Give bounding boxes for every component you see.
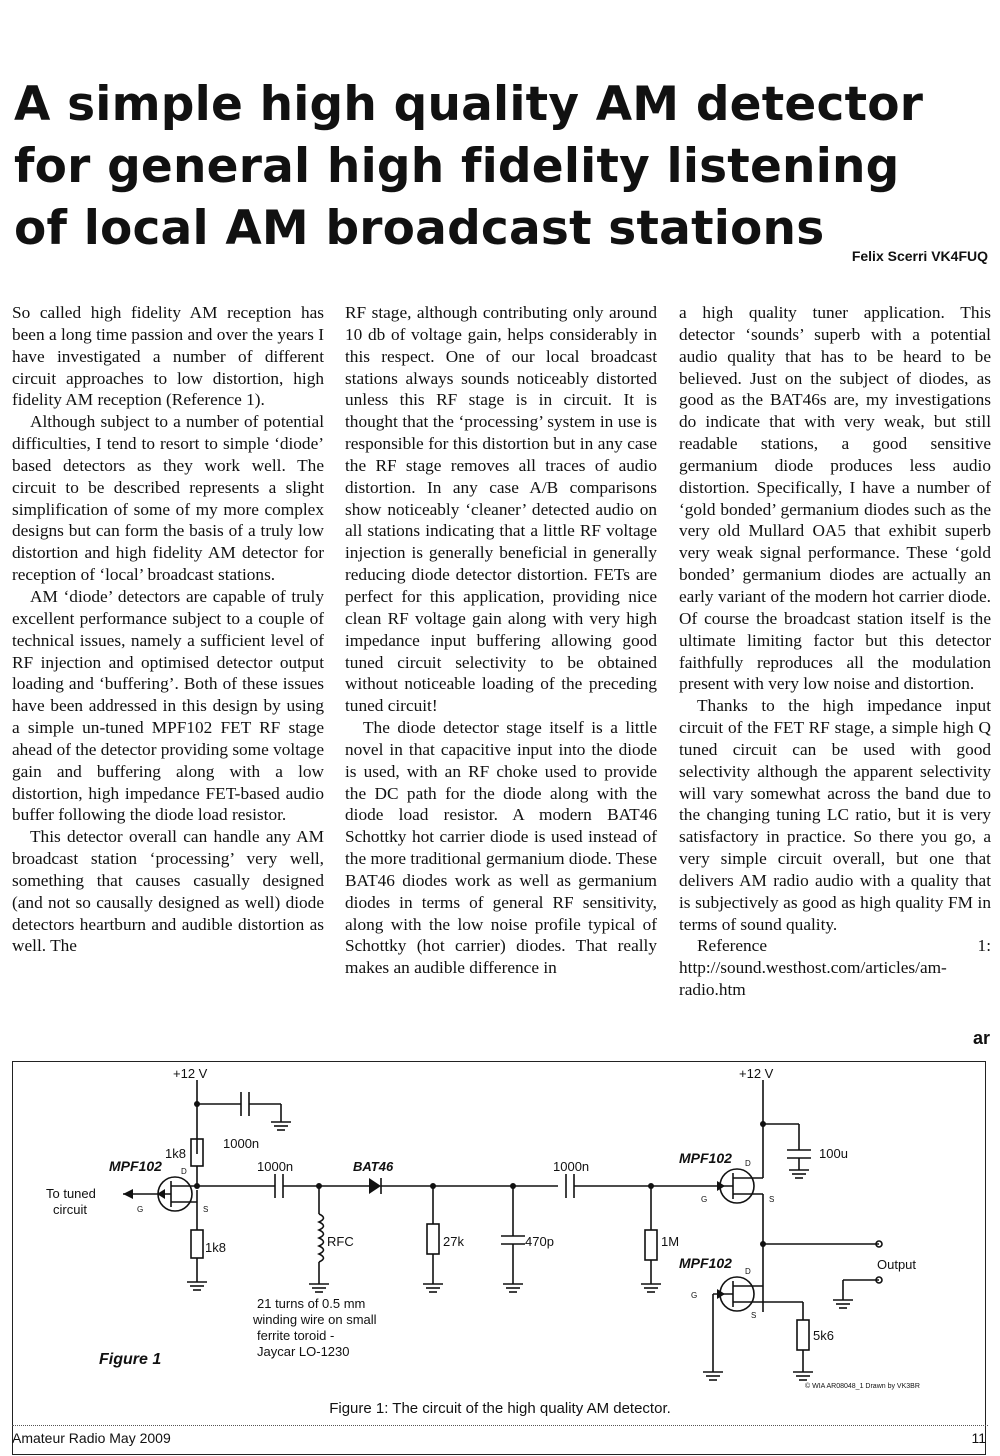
paragraph: AM ‘diode’ detectors are capable of truly excellent performance subject to a couple of technical issues, namely a sufficient level of RF injection and optimised detector output loading and ‘buffering’. Both of these issues have been addressed in this design by using a simple un-tuned MPF102 FET RF stage ahead of the detector providing some voltage gain and buffering along with a low distortion, high impedance FET-based audio buffer following the diode load resistor. xyxy=(12,586,324,825)
gate-resistor-label: 1M xyxy=(661,1234,680,1249)
figure-caption: Figure 1: The circuit of the high quality AM detector. xyxy=(329,1400,671,1417)
publication-footer: Amateur Radio May 2009 xyxy=(12,1430,171,1446)
title-line-1: A simple high quality AM detector xyxy=(14,77,924,132)
reference-paragraph: Reference 1: http://sound.westhost.com/articles/am-radio.htm xyxy=(679,936,991,1000)
load-resistor-label: 27k xyxy=(443,1234,464,1249)
fet3-pin-g: G xyxy=(691,1291,698,1300)
fet1-label: MPF102 xyxy=(109,1158,162,1174)
supply-label-left: +12 V xyxy=(173,1066,208,1081)
text-column-1 xyxy=(12,302,324,957)
rfc-note-line-1: 21 turns of 0.5 mm xyxy=(257,1296,366,1311)
end-mark: ar xyxy=(972,1028,990,1048)
output-resistor-label: 5k6 xyxy=(813,1328,834,1343)
fet1-pin-g: G xyxy=(137,1205,144,1214)
title-line-3: of local AM broadcast stations xyxy=(14,201,825,256)
paragraph: RF stage, although contributing only around 10 db of voltage gain, helps considerably in this respect. One of our local broadcast stations always sounds noticeably distorted unless this RF stage is in circuit. It is thought that the ‘processing’ system in use is responsible for this distortion but in any case the RF stage removes all traces of audio distortion. In any case A/B comparisons show noticeably ‘cleaner’ detected audio on all stations indicating that a little RF voltage injection is generally beneficial in generally reducing diode detector distortion. FETs are perfect for this application, providing nice clean RF voltage gain along with very high impedance input buffering allowing good tuned circuit selectivity to be obtained without noticeable loading of the preceding tuned circuit! xyxy=(345,303,657,716)
title-line-2: for general high fidelity listening xyxy=(14,139,900,194)
paragraph: Although subject to a number of potential difficulties, I tend to resort to simple ‘diode’ based detectors as they work well. The circuit to be described represents a slight simplification of some of my more complex designs but can form the basis of a truly low distortion and high fidelity AM detector for reception of ‘local’ broadcast stations. xyxy=(12,412,324,585)
source-resistor-label: 1k8 xyxy=(205,1240,226,1255)
paragraph: The diode detector stage itself is a little novel in that capacitive input into the diode is used, with an RF choke used to provide the DC path for the diode along with the diode load resistor. A modern BAT46 Schottky hot carrier diode is used instead of the more traditional germanium diode. These BAT46 diodes work as well as germanium diodes in terms of general RF sensitivity, along with the low noise profile typical of Schottky (hot carrier) diodes. That really makes an audible difference in xyxy=(345,718,657,978)
rfc-label: RFC xyxy=(327,1234,354,1249)
fet3-pin-s: S xyxy=(751,1311,757,1320)
fet3-pin-d: D xyxy=(745,1267,751,1276)
input-label-line-1: To tuned xyxy=(46,1186,96,1201)
rfc-note-line-3: ferrite toroid - xyxy=(257,1328,335,1343)
filter-cap-label: 470p xyxy=(525,1234,554,1249)
drain-resistor-label: 1k8 xyxy=(165,1146,186,1161)
fet3-label: MPF102 xyxy=(679,1255,732,1271)
fet2-pin-s: S xyxy=(769,1195,775,1204)
figure-credit: © WIA AR08048_1 Drawn by VK3BR xyxy=(805,1383,920,1390)
paragraph: a high quality tuner application. This detector ‘sounds’ superb with a potential audio quality that has to be heard to be believed. Just on the subject of diodes, as good as the BAT46s are, my investigations do indicate that with very weak, but still readable stations, a good sensitive germanium diode produces less audio distortion. Specifically, I have a number of ‘gold bonded’ germanium diodes such as the very old Mullard OA5 that exhibit superb very weak signal performance. These ‘gold bonded’ germanium diodes are actually an early variant of the modern hot carrier diode. Of course the broadcast station itself is the ultimate limiting factor but this detector faithfully reproduces all the modulation present with very low noise and distortion. xyxy=(679,303,991,694)
author-byline: Felix Scerri VK4FUQ xyxy=(851,248,988,264)
fet2-label: MPF102 xyxy=(679,1150,732,1166)
bypass-cap-label: 1000n xyxy=(223,1136,260,1151)
article-title xyxy=(14,74,990,260)
coupling-cap-2-label: 1000n xyxy=(553,1159,590,1174)
rfc-note-line-4: Jaycar LO-1230 xyxy=(257,1344,350,1359)
coupling-cap-1-label: 1000n xyxy=(257,1159,294,1174)
text-column-2 xyxy=(345,302,657,979)
output-label: Output xyxy=(877,1257,917,1272)
paragraph: This detector overall can handle any AM broadcast station ‘processing’ very well, something that causes casually designed (and not so causally designed as well) diode detectors heartburn and audible distortion as well. The xyxy=(12,827,324,956)
supply-cap-label: 100u xyxy=(819,1146,848,1161)
page-number: 11 xyxy=(971,1430,986,1446)
diode-label: BAT46 xyxy=(353,1159,394,1174)
circuit-schematic xyxy=(13,1062,987,1456)
input-label-line-2: circuit xyxy=(53,1202,87,1217)
fet2-pin-d: D xyxy=(745,1159,751,1168)
paragraph: So called high fidelity AM reception has been a long time passion and over the years I have investigated a number of different circuit approaches to low distortion, high fidelity AM reception (Reference 1). xyxy=(12,303,324,410)
footer-divider xyxy=(12,1425,988,1426)
paragraph: Thanks to the high impedance input circuit of the FET RF stage, a simple high Q tuned circuit can be used with good selectivity although the apparent selectivity will vary somewhat across the band due to the changing tuning LC ratio, but it is very satisfactory in practice. So there you go, a very simple circuit overall, but one that delivers AM radio audio with a quality that is subjectively as good as high quality FM in terms of sound quality. xyxy=(679,696,991,934)
text-column-3 xyxy=(679,302,991,1001)
supply-label-right: +12 V xyxy=(739,1066,774,1081)
rfc-note-line-2: winding wire on small xyxy=(253,1312,377,1327)
figure-1-box xyxy=(12,1061,986,1455)
fet1-pin-d: D xyxy=(181,1167,187,1176)
figure-label: Figure 1 xyxy=(99,1351,162,1368)
fet2-pin-g: G xyxy=(701,1195,708,1204)
fet1-pin-s: S xyxy=(203,1205,209,1214)
